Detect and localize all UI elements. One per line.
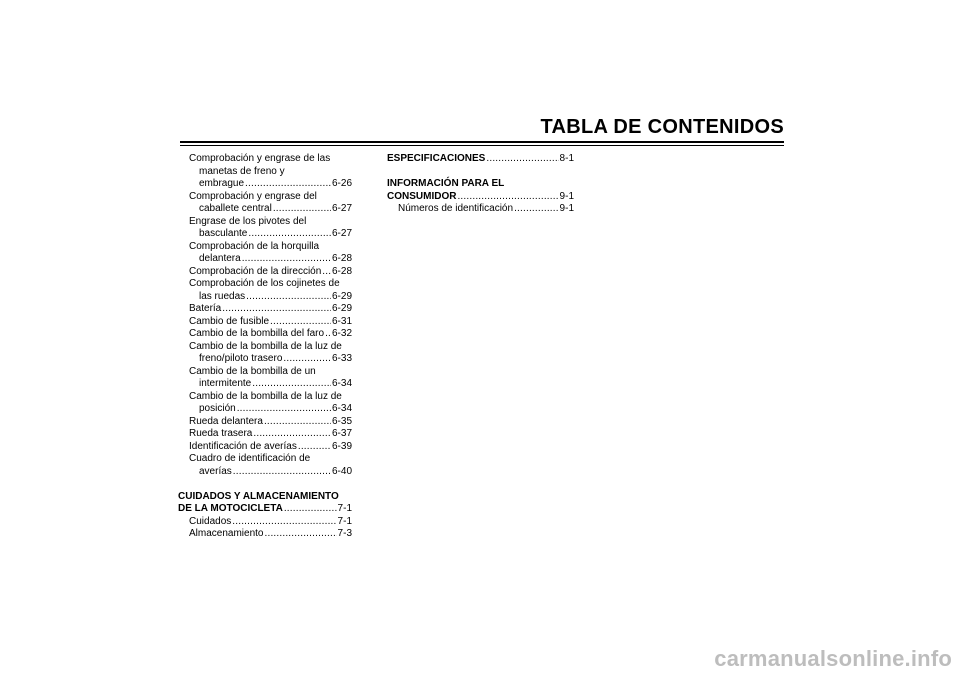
toc-entry-text: Cambio de la bombilla de un bbox=[189, 365, 316, 377]
toc-entry-text: INFORMACIÓN PARA EL bbox=[387, 178, 505, 189]
dot-leader bbox=[245, 178, 331, 191]
toc-entry-text: Rueda trasera bbox=[189, 428, 253, 439]
toc-section[interactable] bbox=[387, 178, 574, 203]
page-number: 6-31 bbox=[331, 315, 352, 327]
dot-leader bbox=[325, 328, 331, 341]
dot-leader bbox=[237, 403, 331, 416]
toc-entry[interactable] bbox=[178, 303, 352, 316]
toc-entry-text: Comprobación y engrase del bbox=[189, 190, 317, 202]
toc-entry[interactable] bbox=[178, 528, 352, 541]
page-number: 6-29 bbox=[331, 290, 352, 302]
dot-leader bbox=[264, 416, 331, 429]
page-number: 6-27 bbox=[331, 228, 352, 239]
toc-entry-text: Números de identificación bbox=[398, 203, 514, 214]
page-number: 6-28 bbox=[331, 265, 352, 277]
toc-entry-text: basculante bbox=[199, 228, 248, 239]
watermark: carmanualsonline.info bbox=[714, 646, 952, 671]
title-rule-thin bbox=[180, 145, 784, 146]
dot-leader bbox=[253, 428, 331, 441]
dot-leader bbox=[222, 303, 331, 316]
toc-entry[interactable] bbox=[178, 453, 352, 478]
page-number: 6-27 bbox=[331, 203, 352, 214]
page-number: 6-29 bbox=[331, 303, 352, 314]
toc-entry[interactable] bbox=[178, 266, 352, 279]
toc-entry-text: Cuadro de identificación de bbox=[189, 453, 311, 464]
toc-entry-text: las ruedas bbox=[199, 290, 246, 302]
section-spacer bbox=[387, 166, 574, 179]
page-number: 6-35 bbox=[331, 415, 352, 427]
toc-entry-text: DE LA MOTOCICLETA bbox=[178, 503, 283, 514]
toc-entry-text: embrague bbox=[199, 178, 245, 189]
toc-entry-text: CUIDADOS Y ALMACENAMIENTO bbox=[178, 490, 339, 502]
toc-entry-text: manetas de freno y bbox=[199, 165, 285, 177]
toc-entry-text: ESPECIFICACIONES bbox=[387, 153, 486, 164]
page-number: 6-40 bbox=[331, 465, 352, 477]
page-number: 6-37 bbox=[331, 428, 352, 439]
toc-entry[interactable] bbox=[178, 391, 352, 416]
dot-leader bbox=[273, 203, 331, 216]
dot-leader bbox=[233, 466, 331, 479]
dot-leader bbox=[284, 503, 337, 516]
toc-entry[interactable] bbox=[178, 441, 352, 454]
dot-leader bbox=[457, 191, 558, 204]
toc-entry[interactable] bbox=[178, 416, 352, 429]
toc-entry-text: Comprobación de la dirección bbox=[189, 265, 322, 277]
toc-entry[interactable] bbox=[387, 203, 574, 216]
page-number: 9-1 bbox=[559, 190, 574, 202]
toc-entry[interactable] bbox=[178, 153, 352, 191]
page-number: 6-32 bbox=[331, 328, 352, 339]
dot-leader bbox=[264, 528, 336, 541]
dot-leader bbox=[283, 353, 331, 366]
page-number: 6-28 bbox=[331, 253, 352, 264]
toc-entry-text: Identificación de averías bbox=[189, 440, 297, 452]
page-number: 6-33 bbox=[331, 353, 352, 364]
toc-entry[interactable] bbox=[178, 216, 352, 241]
toc-entry[interactable] bbox=[178, 328, 352, 341]
page-number: 6-34 bbox=[331, 403, 352, 414]
toc-entry-text: Cambio de la bombilla de la luz de bbox=[189, 390, 342, 402]
page-number: 7-3 bbox=[337, 528, 352, 539]
page-number: 7-1 bbox=[337, 503, 352, 514]
toc-entry[interactable] bbox=[178, 341, 352, 366]
toc-entry-text: Batería bbox=[189, 303, 222, 314]
page-number: 6-39 bbox=[331, 440, 352, 452]
toc-entry-text: delantera bbox=[199, 253, 241, 264]
page-number: 8-1 bbox=[559, 153, 574, 164]
toc-entry-text: intermitente bbox=[199, 378, 252, 389]
page-number: 7-1 bbox=[337, 515, 352, 527]
dot-leader bbox=[486, 153, 558, 166]
toc-left-column bbox=[178, 153, 352, 541]
toc-entry-text: averías bbox=[199, 465, 232, 477]
toc-entry-text: Engrase de los pivotes del bbox=[189, 215, 307, 227]
toc-entry-text: Cambio de fusible bbox=[189, 315, 270, 327]
toc-entry-text: Rueda delantera bbox=[189, 415, 263, 427]
dot-leader bbox=[252, 378, 331, 391]
toc-entry[interactable] bbox=[178, 241, 352, 266]
toc-section[interactable] bbox=[178, 491, 352, 516]
toc-entry-text: posición bbox=[199, 403, 236, 414]
dot-leader bbox=[298, 441, 331, 454]
page-number: 6-34 bbox=[331, 378, 352, 389]
toc-entry[interactable] bbox=[178, 516, 352, 529]
page-number: 6-26 bbox=[331, 178, 352, 189]
toc-entry-text: CONSUMIDOR bbox=[387, 190, 457, 202]
toc-entry-text: Cambio de la bombilla del faro bbox=[189, 328, 325, 339]
dot-leader bbox=[270, 316, 331, 329]
toc-entry-text: Cambio de la bombilla de la luz de bbox=[189, 340, 342, 352]
toc-entry-text: Comprobación y engrase de las bbox=[189, 153, 331, 164]
dot-leader bbox=[246, 291, 331, 304]
toc-entry-text: Cuidados bbox=[189, 515, 232, 527]
dot-leader bbox=[514, 203, 558, 216]
toc-entry[interactable] bbox=[178, 316, 352, 329]
toc-entry-text: Comprobación de la horquilla bbox=[189, 240, 320, 252]
page-title: TABLA DE CONTENIDOS bbox=[540, 116, 784, 138]
toc-right-column bbox=[387, 153, 574, 216]
page-number: 9-1 bbox=[559, 203, 574, 214]
toc-entry[interactable] bbox=[178, 366, 352, 391]
toc-entry-text: caballete central bbox=[199, 203, 272, 214]
toc-entry[interactable] bbox=[178, 191, 352, 216]
toc-entry-text: Comprobación de los cojinetes de bbox=[189, 278, 340, 289]
toc-entry-text: freno/piloto trasero bbox=[199, 353, 283, 364]
section-spacer bbox=[178, 478, 352, 491]
dot-leader bbox=[248, 228, 331, 241]
toc-entry[interactable] bbox=[178, 428, 352, 441]
dot-leader bbox=[322, 266, 331, 279]
dot-leader bbox=[232, 516, 336, 529]
toc-section[interactable] bbox=[387, 153, 574, 166]
title-rule bbox=[180, 141, 784, 143]
dot-leader bbox=[242, 253, 331, 266]
toc-entry[interactable] bbox=[178, 278, 352, 303]
toc-entry-text: Almacenamiento bbox=[189, 528, 264, 539]
